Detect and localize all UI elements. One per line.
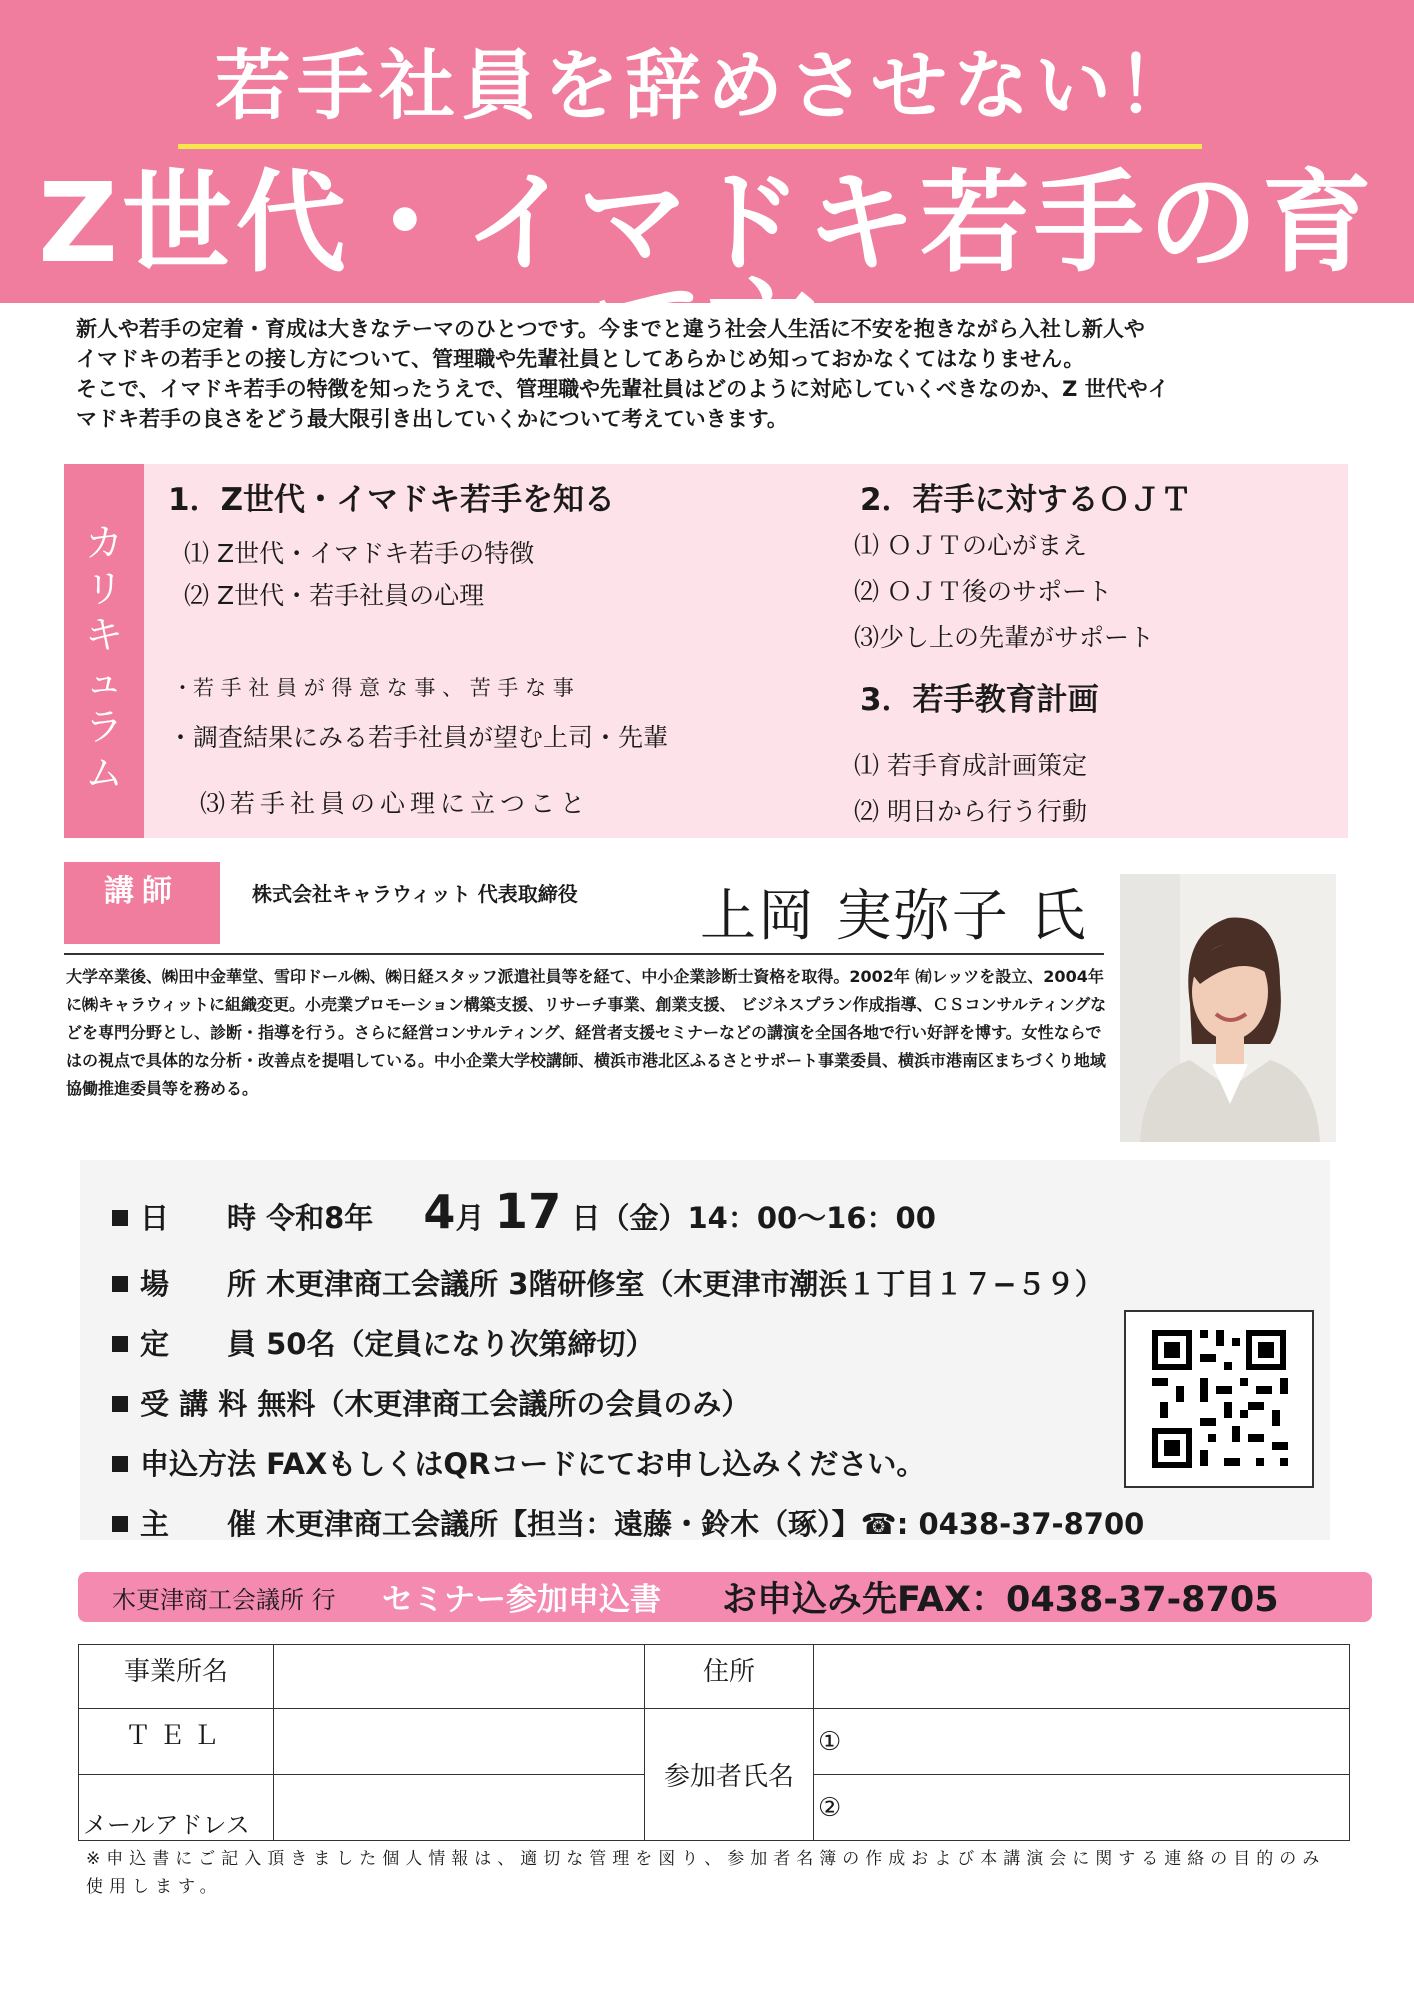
label-tel: ＴＥＬ	[79, 1709, 274, 1775]
curriculum-tab-label	[64, 520, 144, 796]
curriculum-tab-char: リ	[84, 567, 123, 611]
bullet-square-icon	[112, 1516, 128, 1532]
label-office: 事業所名	[79, 1645, 274, 1709]
info-date-month: 4	[423, 1185, 456, 1239]
curriculum-tab-char: ム	[84, 751, 123, 795]
curriculum-item: ⑴ Z世代・イマドキ若手の特徴	[184, 539, 535, 568]
info-host-value: 木更津商工会議所【担当：遠藤・鈴木（琢）】☎: 0438-37-8700	[266, 1507, 1145, 1541]
bullet-square-icon	[112, 1210, 128, 1226]
label-participants: 参加者氏名	[645, 1709, 814, 1841]
form-fax-number: お申込み先FAX：0438-37-8705	[722, 1580, 1279, 1620]
curriculum-item: ⑵ Z世代・若手社員の心理	[184, 581, 485, 610]
label-email: メールアドレス	[79, 1775, 274, 1841]
curriculum-item: ⑴ 若手育成計画策定	[854, 751, 1087, 780]
info-capacity-value: 50名（定員になり次第締切）	[266, 1327, 655, 1361]
email-field[interactable]	[274, 1775, 645, 1841]
bullet-square-icon	[112, 1276, 128, 1292]
info-place	[112, 1262, 1104, 1303]
curriculum-tab-char: カ	[84, 521, 123, 565]
info-date-month-unit: 月	[455, 1201, 485, 1235]
curriculum-tab-char: ラ	[84, 705, 123, 749]
form-addressee: 木更津商工会議所 行	[112, 1586, 336, 1614]
info-date-label: 日 時	[140, 1201, 257, 1235]
curriculum-item: ⑵ ＯＪＴ後のサポート	[854, 577, 1112, 606]
office-field[interactable]	[274, 1645, 645, 1709]
info-fee-label: 受 講 料	[140, 1387, 248, 1421]
subtitle: 若手社員を辞めさせない！	[215, 41, 1199, 130]
info-fee	[112, 1382, 750, 1423]
curriculum-bullet: ・調査結果にみる若手社員が望む上司・先輩	[168, 723, 669, 752]
divider	[64, 953, 1104, 955]
form-title: セミナー参加申込書	[382, 1582, 661, 1618]
curriculum-item: ⑶少し上の先輩がサポート	[854, 623, 1155, 652]
lecturer-name: 上岡 実弥子 氏	[700, 884, 1088, 949]
curriculum-heading-3: 3．若手教育計画	[860, 682, 1099, 718]
info-date-day: 17	[494, 1184, 562, 1240]
curriculum-item: ⑴ ＯＪＴの心がまえ	[854, 531, 1087, 560]
qr-code-icon	[1126, 1312, 1312, 1486]
curriculum-tab-char: キ	[84, 613, 123, 657]
qr-code[interactable]	[1124, 1310, 1314, 1488]
lecturer-bio: 大学卒業後、㈱田中金華堂、雪印ドール㈱、㈱日経スタッフ派遣社員等を経て、中小企業診断士資格を取得。2002年 ㈲レッツを設立、2004年に㈱キャラウィットに組織変更。小売業プロモーション構築支援、リサーチ事業、創業支援、 ビジネスプラン作成指導、ＣＳコンサルティングなどを専門分野とし、診断・指導を行う。さらに経営コンサルティング、経営者支援セミナーなどの講演を全国各地で行い好評を博す。女性ならではの視点で具体的な分析・改善点を提唱している。中小企業大学校講師、横浜市港北区ふるさとサポート事業委員、横浜市港南区まちづくり地域協働推進委員等を務める。	[66, 967, 1107, 1098]
info-date-era: 令和8年	[266, 1201, 374, 1235]
page-title: Z世代・イマドキ若手の育て方	[38, 159, 1376, 397]
application-form-table	[78, 1644, 1350, 1841]
lecturer-company: 株式会社キャラウィット 代表取締役	[252, 882, 578, 906]
intro-line: マドキ若手の良さをどう最大限引き出していくかについて考えていきます。	[76, 407, 788, 431]
info-fee-value: 無料（木更津商工会議所の会員のみ）	[257, 1387, 751, 1421]
curriculum-bullet: ・若 手 社 員 が 得 意 な 事 、 苦 手 な 事	[172, 676, 574, 700]
lecturer-photo	[1120, 874, 1336, 1142]
participant-field-1[interactable]	[814, 1709, 1350, 1775]
info-date-rest: 日（金）14：00〜16：00	[571, 1201, 936, 1235]
title-underline	[178, 144, 1202, 149]
address-field[interactable]	[814, 1645, 1350, 1709]
info-apply	[112, 1442, 925, 1483]
participant-number: ①	[818, 1727, 842, 1757]
info-capacity	[112, 1322, 654, 1363]
info-host	[112, 1502, 1144, 1543]
info-capacity-label: 定 員	[140, 1327, 257, 1361]
info-date	[112, 1184, 936, 1240]
info-apply-value: FAXもしくはQRコードにてお申し込みください。	[266, 1447, 926, 1481]
participant-field-2[interactable]	[814, 1775, 1350, 1841]
bullet-square-icon	[112, 1456, 128, 1472]
info-host-label: 主 催	[140, 1507, 257, 1541]
curriculum-box	[64, 464, 1348, 838]
tel-field[interactable]	[274, 1709, 645, 1775]
participant-number: ②	[818, 1793, 842, 1823]
curriculum-heading-2: 2．若手に対するＯＪＴ	[860, 482, 1192, 518]
info-place-label: 場 所	[140, 1267, 257, 1301]
bullet-square-icon	[112, 1396, 128, 1412]
curriculum-tab-char: ュ	[84, 659, 123, 703]
intro-text	[76, 314, 1376, 434]
intro-line: 新人や若手の定着・育成は大きなテーマのひとつです。今までと違う社会人生活に不安を抱きながら入社し新人や	[76, 317, 1145, 341]
intro-line: そこで、イマドキ若手の特徴を知ったうえで、管理職や先輩社員はどのように対応していくべきなのか、Z 世代やイ	[76, 377, 1169, 401]
lecturer-tab: 講師	[64, 862, 220, 944]
info-apply-label: 申込方法	[140, 1447, 257, 1481]
curriculum-heading-1: 1．Z世代・イマドキ若手を知る	[168, 482, 616, 518]
curriculum-item: ⑶若手社員の心理に立つこと	[200, 789, 591, 818]
privacy-note: ※申込書にご記入頂きました個人情報は、適切な管理を図り、参加者名簿の作成および本講演会に関する連絡の目的のみ使用します。	[86, 1849, 1326, 1897]
info-place-value: 木更津商工会議所 3階研修室（木更津市潮浜１丁目１７−５９）	[266, 1267, 1104, 1301]
label-address: 住所	[645, 1645, 814, 1709]
curriculum-item: ⑵ 明日から行う行動	[854, 797, 1087, 826]
bullet-square-icon	[112, 1336, 128, 1352]
intro-line: イマドキの若手との接し方について、管理職や先輩社員としてあらかじめ知っておかなくてはなりません。	[76, 347, 1085, 371]
